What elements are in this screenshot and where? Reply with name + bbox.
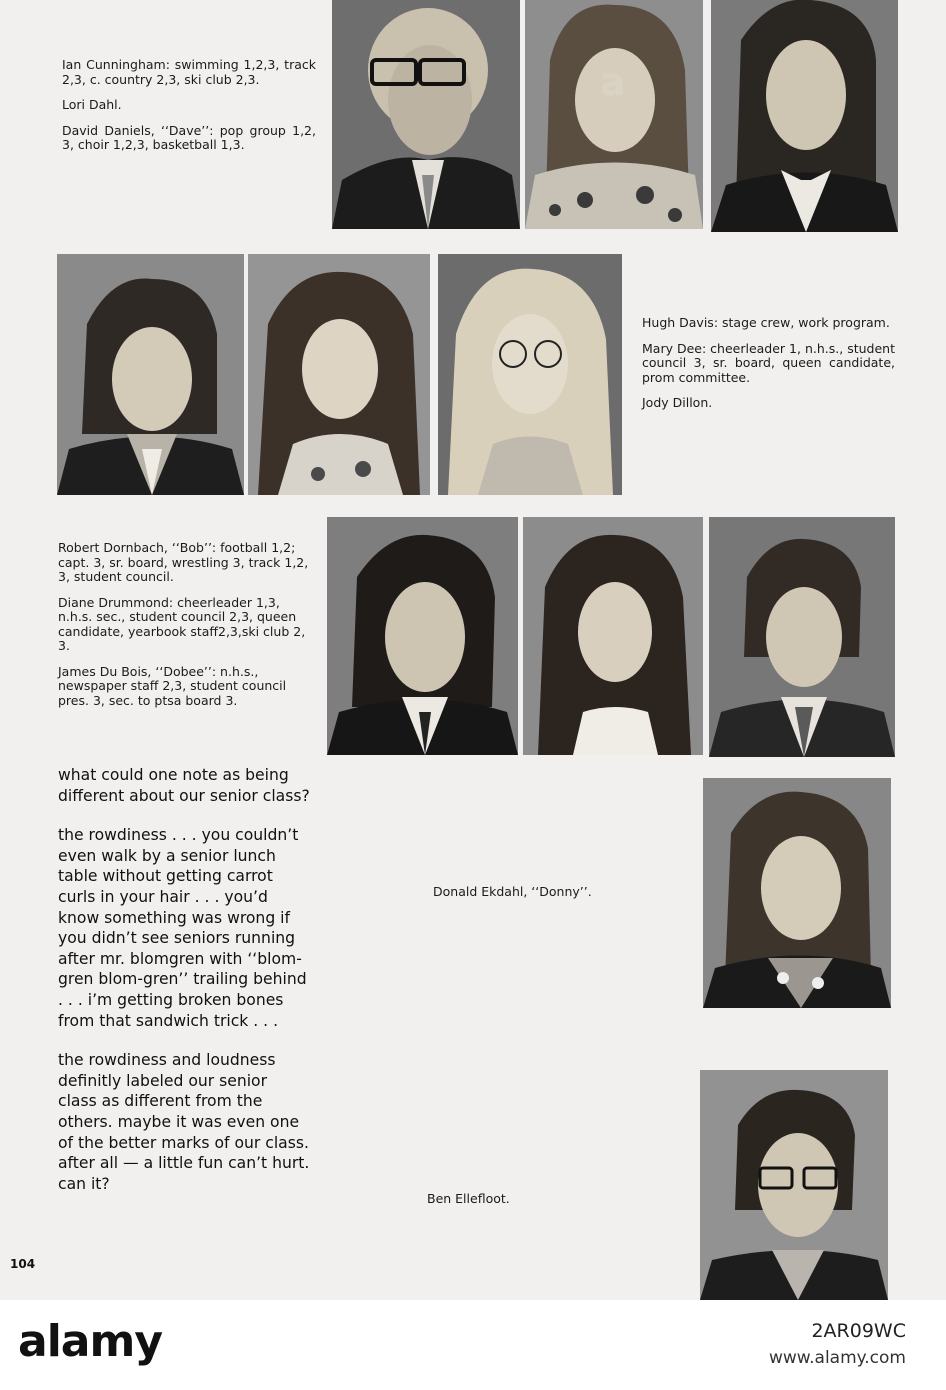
caption-lori-dahl: Lori Dahl.: [62, 97, 122, 112]
caption-hugh-davis: Hugh Davis: stage crew, work program.: [642, 315, 890, 330]
portrait-ian-cunningham: [332, 0, 520, 229]
caption-group-1: [62, 58, 316, 164]
watermark-id-block: [769, 1318, 906, 1372]
caption-ben-ellefloot: Ben Ellefloot.: [427, 1191, 510, 1206]
portrait-robert-dornbach: [327, 517, 518, 755]
caption-group-3: [58, 541, 311, 719]
portrait-mary-dee: [248, 254, 430, 495]
essay-paragraph-2: the rowdiness . . . you couldn’t even walk by a senior lunch table without getting carrot curls in your hair . . . you’d know something was wrong if you didn’t see seniors running after mr. blomgren with ‘‘blom-gren blom-gren’’ trailing behind . . . i’m getting broken bones from that sandwich trick . . .: [58, 826, 307, 1030]
image-id: 2AR09WC: [811, 1320, 906, 1342]
caption-ian-cunningham: Ian Cunningham: swimming 1,2,3, track 2,3, c. country 2,3, ski club 2,3.: [62, 57, 316, 87]
portrait-jody-dillon: [438, 254, 622, 495]
caption-diane-drummond: Diane Drummond: cheerleader 1,3, n.h.s. sec., student council 2,3, queen candidate, yearbook staff2,3,ski club 2, 3.: [58, 594, 306, 653]
page-number: 104: [10, 1257, 36, 1271]
portrait-james-du-bois: [709, 517, 895, 757]
watermark-bar: [0, 1300, 946, 1390]
watermark-url: www.alamy.com: [768, 1348, 906, 1368]
watermark-faint-logo: a: [600, 60, 626, 104]
caption-group-2: [642, 316, 895, 422]
portrait-donald-ekdahl: [703, 778, 891, 1008]
portrait-ben-ellefloot: [700, 1070, 888, 1300]
portrait-diane-drummond: [523, 517, 703, 755]
essay-paragraph-1: what could one note as being different about our senior class?: [58, 766, 310, 805]
caption-donald-ekdahl: Donald Ekdahl, ‘‘Donny’’.: [433, 884, 592, 899]
portrait-hugh-davis: [57, 254, 244, 495]
caption-mary-dee: Mary Dee: cheerleader 1, n.h.s., student council 3, sr. board, queen candidate, prom committee.: [642, 340, 895, 385]
caption-david-daniels: David Daniels, ‘‘Dave’’: pop group 1,2, 3, choir 1,2,3, basketball 1,3.: [62, 122, 316, 152]
essay-paragraph-3: the rowdiness and loudness definitly labeled our senior class as different from the others. maybe it was even one of the better marks of our class. after all — a little fun can’t hurt. can it?: [58, 1051, 310, 1193]
caption-jody-dillon: Jody Dillon.: [642, 395, 713, 410]
essay-text: [58, 765, 310, 1213]
caption-james-du-bois: James Du Bois, ‘‘Dobee’’: n.h.s., newspaper staff 2,3, student council pres. 3, sec. to ptsa board 3.: [58, 663, 287, 708]
portrait-lori-dahl: [525, 0, 703, 229]
portrait-david-daniels: [711, 0, 898, 232]
caption-robert-dornbach: Robert Dornbach, ‘‘Bob’’: football 1,2; capt. 3, sr. board, wrestling 3, track 1,2, 3, student council.: [58, 540, 309, 584]
alamy-logo: alamy: [18, 1316, 162, 1367]
